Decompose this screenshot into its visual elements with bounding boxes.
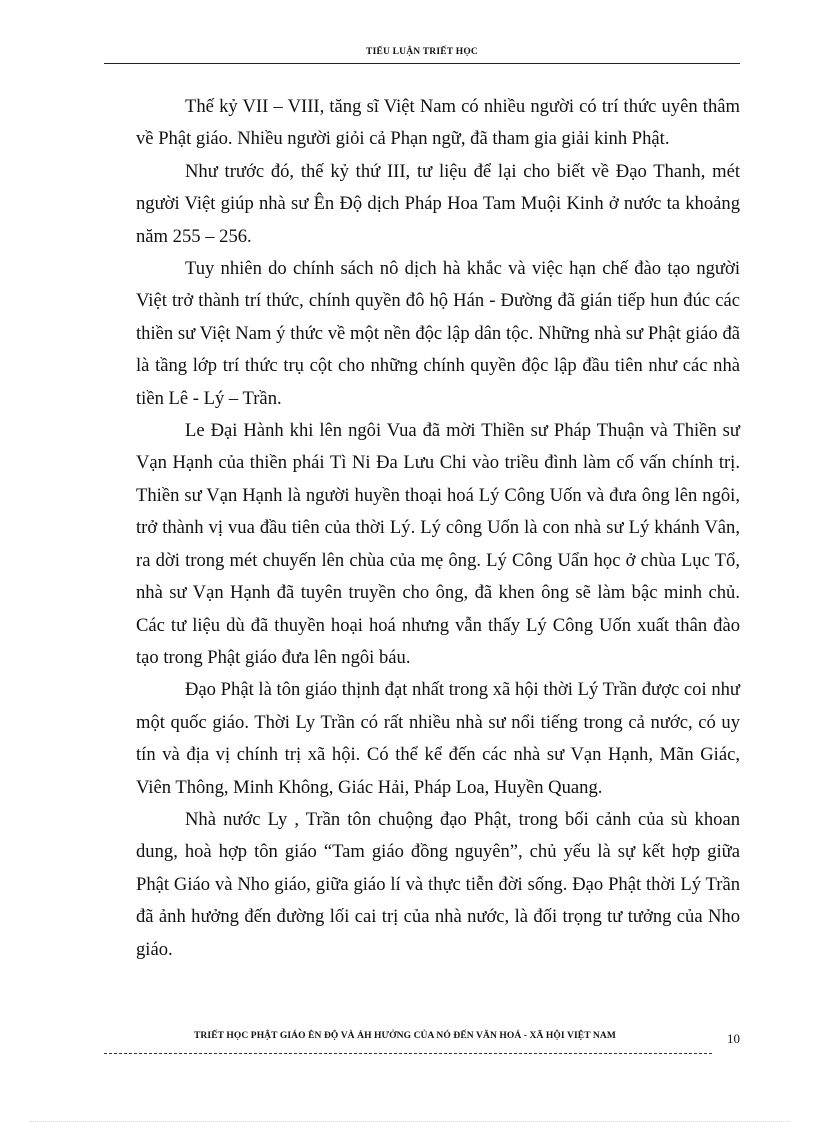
page-footer <box>104 1031 740 1047</box>
page-number: 10 <box>727 1031 740 1046</box>
footer-title: TRIẾT HỌC PHẬT GIÁO ÊN ĐỘ VÀ ẢH HƯỞNG CỦA NÓ ĐẾN VĂN HOÁ - XÃ HỘI VIỆT NAM <box>194 1031 616 1041</box>
paragraph: Le Đại Hành khi lên ngôi Vua đã mời Thiền sư Pháp Thuận và Thiền sư Vạn Hạnh của thiền phái Tì Ni Đa Lưu Chi vào triều đình làm cố vấn chính trị. Thiền sư Vạn Hạnh là người huyền thoại hoá Lý Công Uốn và đưa ông lên ngôi, trở thành vị vua đầu tiên của thời Lý. Lý công Uốn là con nhà sư Lý khánh Vân, ra dời trong mét chuyến lên chùa của mẹ ông. Lý Công Uẩn học ở chùa Lục Tổ, nhà sư Vạn Hạnh đã tuyên truyền cho ông, đã khen ông sẽ làm bậc minh chủ. Các tư liệu dù đã thuyền hoại hoá nhưng vẫn thấy Lý Công Uốn xuất thân đào tạo trong Phật giáo đưa lên ngôi báu. <box>136 420 740 668</box>
paragraph: Tuy nhiên do chính sách nô dịch hà khắc và việc hạn chế đào tạo người Việt trở thành trí thức, chính quyền đô hộ Hán - Đường đã gián tiếp hun đúc các thiền sư Việt Nam ý thức về một nền độc lập dân tộc. Những nhà sư Phật giáo đã là tầng lớp trí thức trụ cột cho những chính quyền độc lập đầu tiên như các nhà tiền Lê - Lý – Trần. <box>136 258 740 409</box>
footer-divider <box>104 1053 712 1054</box>
page-bottom-edge <box>30 1121 790 1122</box>
page-header-title: TIỂU LUẬN TRIẾT HỌC <box>366 47 478 57</box>
paragraph: Nhà nước Ly , Trần tôn chuộng đạo Phật, trong bối cảnh của sù khoan dung, hoà hợp tôn giáo “Tam giáo đồng nguyên”, chủ yếu là sự kết hợp giữa Phật Giáo và Nho giáo, giữa giáo lí và thực tiễn đời sống. Đạo Phật thời Lý Trần đã ảnh hưởng đến đường lối cai trị của nhà nước, là đối trọng tư tưởng của Nho giáo. <box>136 808 740 960</box>
paragraph: Như trước đó, thế kỷ thứ III, tư liệu để lại cho biết về Đạo Thanh, mét người Việt giúp nhà sư Ên Độ dịch Pháp Hoa Tam Muội Kinh ở nước ta khoảng năm 255 – 256. <box>136 160 740 247</box>
body-text <box>136 91 740 966</box>
paragraph: Thế kỷ VII – VIII, tăng sĩ Việt Nam có nhiều người có trí thức uyên thâm về Phật giáo. Nhiều người giỏi cả Phạn ngữ, đã tham gia giải kinh Phật. <box>136 96 740 150</box>
paragraph: Đạo Phật là tôn giáo thịnh đạt nhất trong xã hội thời Lý Trần được coi như một quốc giáo. Thời Ly Trần có rất nhiều nhà sư nổi tiếng trong cả nước, có uy tín và địa vị chính trị xã hội. Có thể kể đến các nhà sư Vạn Hạnh, Mãn Giác, Viên Thông, Minh Không, Giác Hải, Pháp Loa, Huyền Quang. <box>136 679 740 798</box>
header-divider <box>104 63 740 64</box>
